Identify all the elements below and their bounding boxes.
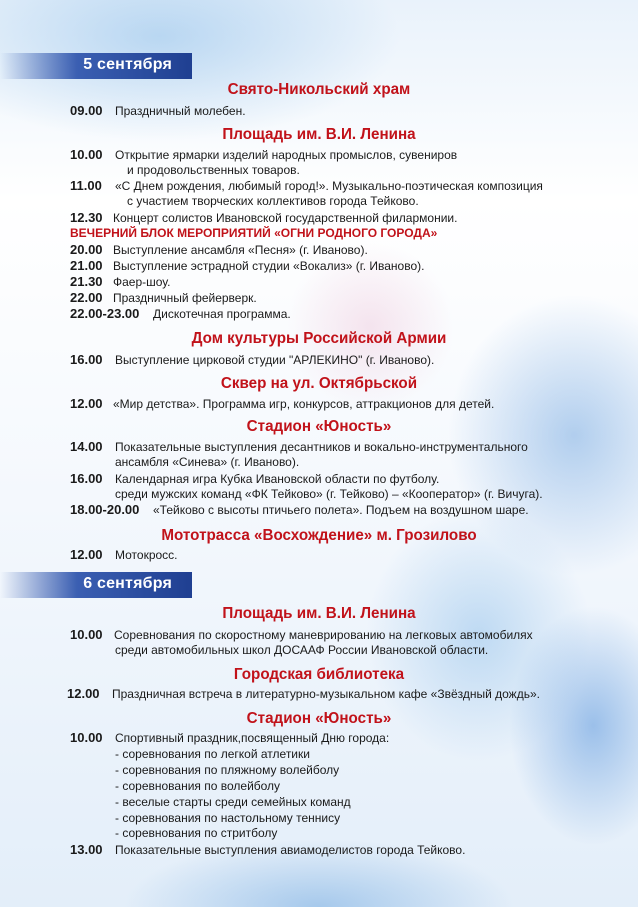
event-desc: Праздничная встреча в литературно-музыкальном кафе «Звёздный дождь». [112, 687, 540, 701]
event-time: 22.00-23.00 [70, 306, 140, 321]
event-time: 22.00 [70, 290, 103, 305]
event-desc: Выступление цирковой студии "АРЛЕКИНО" (г. Иваново). [115, 353, 435, 367]
event-desc: среди автомобильных школ ДОСААФ России Ивановской области. [115, 643, 489, 657]
event-desc: Спортивный праздник,посвященный Дню города: [115, 731, 390, 745]
event-desc: Соревнования по скоростному маневрированию на легковых автомобилях [114, 628, 533, 642]
list-item: - соревнования по пляжному волейболу [115, 763, 340, 777]
list-item: - соревнования по настольному теннису [115, 811, 341, 825]
event-time: 18.00-20.00 [70, 502, 140, 517]
event-desc: Мотокросс. [115, 548, 178, 562]
event-time: 21.00 [70, 258, 103, 273]
event-desc: «Мир детства». Программа игр, конкурсов, аттракционов для детей. [113, 397, 495, 411]
venue-heading: Свято-Никольский храм [227, 81, 411, 98]
event-time: 16.00 [70, 352, 103, 367]
venue-heading: Сквер на ул. Октябрьской [220, 375, 418, 392]
event-time: 12.00 [70, 396, 103, 411]
list-item: - соревнования по стритболу [115, 826, 278, 840]
event-time: 10.00 [70, 147, 103, 162]
event-desc: «Тейково с высоты птичьего полета». Подъем на воздушном шаре. [153, 503, 529, 517]
event-desc: Выступление ансамбля «Песня» (г. Иваново). [113, 243, 368, 257]
event-desc: Концерт солистов Ивановской государственной филармонии. [113, 211, 458, 225]
event-time: 10.00 [70, 730, 103, 745]
event-desc: Открытие ярмарки изделий народных промыслов, сувениров [115, 148, 458, 162]
event-desc: Показательные выступления десантников и вокально-инструментального [115, 440, 528, 454]
event-time: 10.00 [70, 627, 103, 642]
date-label: 5 сентября [83, 56, 172, 73]
event-desc: с участием творческих коллективов города Тейково. [127, 194, 419, 208]
date-banner-day2 [0, 572, 192, 598]
event-desc: ансамбля «Синева» (г. Иваново). [115, 455, 300, 469]
event-desc: Дискотечная программа. [153, 307, 291, 321]
event-desc: среди мужских команд «ФК Тейково» (г. Тейково) – «Кооператор» (г. Вичуга). [115, 487, 543, 501]
event-time: 13.00 [70, 842, 103, 857]
venue-heading: Стадион «Юность» [246, 710, 392, 727]
date-banner-day1 [0, 53, 192, 79]
event-time: 16.00 [70, 471, 103, 486]
event-time: 11.00 [70, 178, 102, 193]
date-label: 6 сентября [83, 575, 172, 592]
venue-heading: Площадь им. В.И. Ленина [222, 126, 416, 143]
list-item: - соревнования по волейболу [115, 779, 281, 793]
event-time: 14.00 [70, 439, 103, 454]
event-desc: Выступление эстрадной студии «Вокализ» (г. Иваново). [113, 259, 425, 273]
event-desc: «С Днем рождения, любимый город!». Музыкально-поэтическая композиция [115, 179, 543, 193]
event-time: 12.00 [67, 686, 100, 701]
venue-heading: Городская библиотека [233, 666, 405, 683]
evening-block-heading: ВЕЧЕРНИЙ БЛОК МЕРОПРИЯТИЙ «ОГНИ РОДНОГО ГОРОДА» [70, 226, 438, 240]
list-item: - веселые старты среди семейных команд [115, 795, 351, 809]
event-desc: Праздничный молебен. [115, 104, 246, 118]
list-item: - соревнования по легкой атлетики [115, 747, 310, 761]
venue-heading: Дом культуры Российской Армии [191, 330, 447, 347]
event-time: 12.30 [70, 210, 103, 225]
venue-heading: Площадь им. В.И. Ленина [222, 605, 416, 622]
event-time: 21.30 [70, 274, 103, 289]
event-desc: Праздничный фейерверк. [113, 291, 257, 305]
event-desc: и продовольственных товаров. [127, 163, 300, 177]
event-time: 20.00 [70, 242, 103, 257]
venue-heading: Стадион «Юность» [246, 418, 392, 435]
venue-heading: Мототрасса «Восхождение» м. Грозилово [161, 527, 477, 544]
event-desc: Показательные выступления авиамоделистов города Тейково. [115, 843, 466, 857]
event-desc: Календарная игра Кубка Ивановской области по футболу. [115, 472, 440, 486]
event-time: 09.00 [70, 103, 103, 118]
event-time: 12.00 [70, 547, 103, 562]
event-desc: Фаер-шоу. [113, 275, 171, 289]
